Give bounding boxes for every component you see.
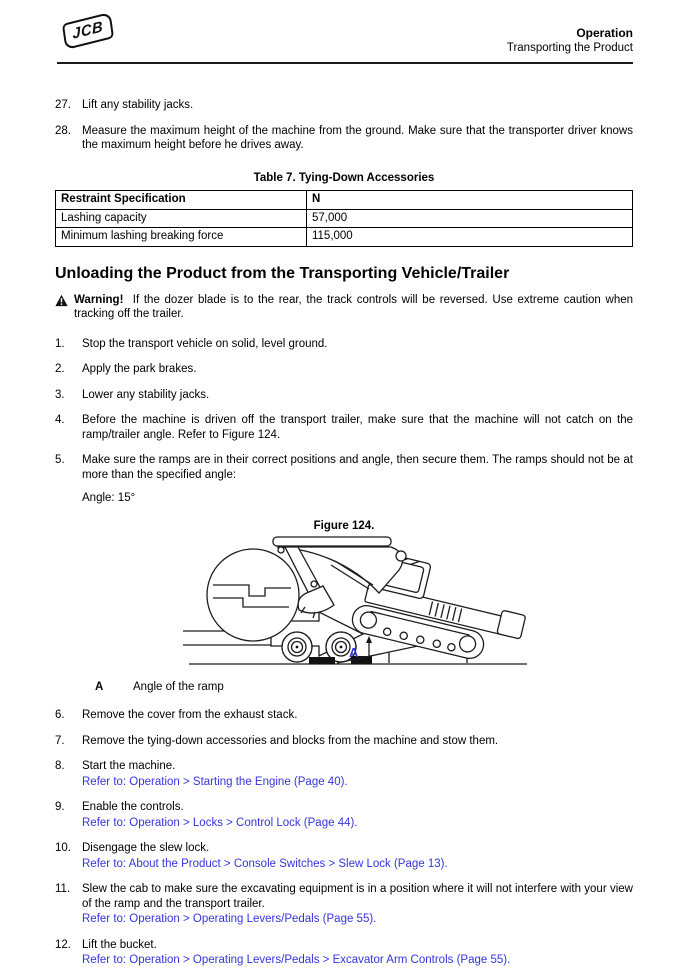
- list-number: 27.: [55, 99, 71, 111]
- warning-label: Warning!: [74, 293, 124, 306]
- chapter-title: Operation: [576, 26, 633, 40]
- angle-label: A: [349, 645, 359, 660]
- list-number: 8.: [55, 760, 65, 772]
- wheel-chock: [309, 657, 335, 664]
- table-header-cell: Restraint Specification: [56, 191, 307, 210]
- list-text-body: Make sure the ramps are in their correct positions and angle, then secure them. The ramps should not be at more than the specified angle:: [82, 454, 633, 481]
- warning-body: If the dozer blade is to the rear, the track controls will be reversed. Use extreme caution when tracking off the trailer.: [74, 293, 634, 320]
- list-text: Lift any stability jacks.: [82, 99, 194, 111]
- refer-link[interactable]: Refer to: Operation > Starting the Engine (Page 40).: [82, 775, 348, 788]
- list-number: 10.: [55, 842, 71, 854]
- list-item: [55, 759, 633, 774]
- page-header: [57, 0, 633, 64]
- list-text: Disengage the slew lock.: [82, 842, 210, 854]
- list-item: [55, 413, 633, 442]
- refer-link[interactable]: Refer to: About the Product > Console Switches > Slew Lock (Page 13).: [82, 857, 448, 870]
- figure-124: [173, 535, 539, 678]
- list-item: [55, 98, 633, 113]
- list-item: [55, 337, 633, 352]
- list-item: [55, 882, 633, 911]
- boom-cylinder: [273, 537, 391, 546]
- list-number: 6.: [55, 709, 65, 721]
- list-number: 2.: [55, 363, 65, 375]
- list-text: Start the machine.: [82, 760, 176, 772]
- table-row: [56, 228, 633, 247]
- jcb-logo: [57, 12, 129, 58]
- section-subtitle: Transporting the Product: [506, 42, 633, 54]
- list-item: [55, 841, 633, 856]
- table-cell: 115,000: [306, 228, 632, 247]
- list-text: Apply the park brakes.: [82, 363, 197, 375]
- warning-text: [74, 293, 633, 322]
- list-text: Lower any stability jacks.: [82, 388, 210, 401]
- list-number: 4.: [55, 414, 65, 426]
- jcb-logo-text: JCB: [72, 17, 104, 43]
- list-text: Enable the controls.: [82, 801, 184, 813]
- list-text: Before the machine is driven off the transport trailer, make sure that the machine will not catch on the ramp/trailer angle. Refer to Figure 124.: [82, 414, 633, 441]
- page-title: Unloading the Product from the Transporting Vehicle/Trailer: [55, 264, 510, 282]
- list-text: Remove the tying-down accessories and blocks from the machine and stow them.: [82, 734, 499, 747]
- magnifier-detail: [207, 549, 299, 641]
- list-number: 12.: [55, 938, 71, 951]
- list-number: 5.: [55, 454, 65, 466]
- list-item: [55, 708, 633, 723]
- list-item: [55, 734, 633, 749]
- list-text: Stop the transport vehicle on solid, level ground.: [82, 337, 328, 350]
- list-text: Measure the maximum height of the machine from the ground. Make sure that the transporter driver knows the maximum height before he drives away.: [82, 124, 633, 151]
- tying-down-accessories-table: [55, 190, 633, 247]
- refer-link[interactable]: Refer to: Operation > Locks > Control Lock (Page 44).: [82, 816, 358, 829]
- refer-link[interactable]: Refer to: Operation > Operating Levers/Pedals > Excavator Arm Controls (Page 55).: [82, 954, 511, 966]
- list-item: [55, 453, 633, 506]
- table-header-cell: N: [306, 191, 632, 210]
- list-item: [55, 362, 633, 377]
- table-cell: Minimum lashing breaking force: [56, 228, 307, 247]
- table-header-row: [56, 191, 633, 210]
- table-cell: Lashing capacity: [56, 209, 307, 228]
- list-number: 7.: [55, 734, 65, 747]
- figure-illustration: [173, 535, 539, 673]
- list-number: 3.: [55, 388, 65, 401]
- warning-callout: [55, 293, 633, 322]
- list-item: [55, 388, 633, 403]
- page-content: [0, 98, 678, 968]
- header-titles: [507, 26, 633, 56]
- table-cell: 57,000: [306, 209, 632, 228]
- list-number: 1.: [55, 337, 65, 350]
- list-item: [55, 938, 633, 953]
- refer-link[interactable]: Refer to: Operation > Operating Levers/Pedals (Page 55).: [82, 913, 377, 925]
- legend-key: A: [95, 680, 104, 693]
- list-text: Remove the cover from the exhaust stack.: [82, 709, 298, 721]
- warning-triangle-icon: [55, 293, 74, 322]
- list-number: 28.: [55, 124, 71, 137]
- figure-legend: [95, 680, 633, 695]
- legend-text: Angle of the ramp: [133, 680, 224, 693]
- list-number: 11.: [55, 883, 71, 895]
- angle-note: Angle: 15°: [82, 492, 136, 504]
- list-text: Slew the cab to make sure the excavating equipment is in a position where it will not interfere with your view of the ramp and the transport trailer.: [82, 883, 633, 910]
- list-text: Lift the bucket.: [82, 938, 157, 951]
- list-item: [55, 800, 633, 815]
- list-number: 9.: [55, 801, 65, 813]
- list-item: [55, 124, 633, 153]
- figure-caption: Figure 124.: [313, 519, 375, 532]
- table-row: [56, 209, 633, 228]
- table-caption: Table 7. Tying-Down Accessories: [253, 171, 435, 184]
- list-text: [82, 453, 633, 506]
